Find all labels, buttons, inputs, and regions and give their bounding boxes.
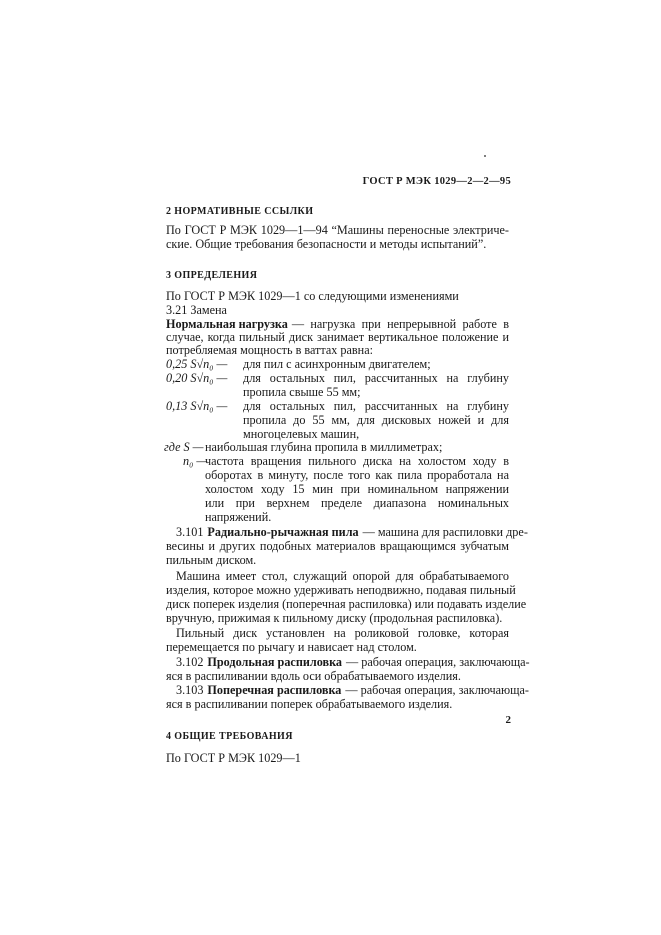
para-3101-number: 3.101	[176, 525, 204, 539]
formula-1-text: для пил с асинхронным двигателем;	[243, 357, 431, 371]
para-3101-line-1	[176, 525, 528, 539]
formula-3-text-3: многоцелевых машин,	[243, 427, 360, 441]
para-3103-term: Поперечная распиловка	[207, 683, 342, 697]
subsection-3-21: 3.21 Замена	[166, 303, 227, 317]
section-4-heading: 4 ОБЩИЕ ТРЕБОВАНИЯ	[166, 731, 293, 742]
where-n0-text-1: частота вращения пильного диска на холостом ходу в	[205, 454, 509, 468]
where-s-text: наибольшая глубина пропила в миллиметрах;	[205, 440, 443, 454]
machine-line-1: Машина имеет стол, служащий опорой для обрабатываемого	[176, 569, 509, 583]
para-3102-term: Продольная распиловка	[207, 655, 343, 669]
definition-term: Нормальная нагрузка	[166, 317, 288, 331]
para-3101-term: Радиально-рычажная пила	[207, 525, 359, 539]
formula-2-text-2: пропила свыше 55 мм;	[243, 385, 361, 399]
section-2-line-2: ские. Общие требования безопасности и методы испытаний”.	[166, 237, 487, 251]
where-s-label: где S —	[164, 440, 204, 454]
section-2-heading: 2 НОРМАТИВНЫЕ ССЫЛКИ	[166, 206, 314, 217]
formula-3-label: 0,13 S√n₀ —	[166, 399, 228, 413]
para-3101-line-3: пильным диском.	[166, 553, 257, 567]
definition-line-3: потребляемая мощность в ваттах равна:	[166, 343, 373, 357]
page-header: ГОСТ Р МЭК 1029—2—2—95	[362, 176, 511, 187]
para-3102-number: 3.102	[176, 655, 204, 669]
section-3-heading: 3 ОПРЕДЕЛЕНИЯ	[166, 270, 258, 281]
where-n0-text-3: холостом ходу 15 мин при номинальном напряжении	[205, 482, 509, 496]
where-n0-text-2: оборотах в минуту, после того как пила проработала на	[205, 468, 509, 482]
speck-mark	[484, 155, 486, 157]
section-4-line: По ГОСТ Р МЭК 1029—1	[166, 751, 301, 765]
para-3101-line-2: весины и других подобных материалов вращающимся зубчатым	[166, 539, 509, 553]
page-number: 2	[505, 714, 511, 726]
machine-line-4: вручную, прижимая к пильному диску (продольная распиловка).	[166, 611, 503, 625]
machine-line-3: диск поперек изделия (поперечная распиловка) или подавать изделие	[166, 597, 527, 611]
formula-2-label: 0,20 S√n₀ —	[166, 371, 228, 385]
para-3102-line-2: яся в распиливании вдоль оси обрабатываемого изделия.	[166, 669, 461, 683]
machine-line-2: изделия, которое можно удерживать неподвижно, подавая пильный	[166, 583, 516, 597]
formula-3-text-2: пропила до 55 мм, для дисковых ножей и для	[243, 413, 509, 427]
where-n0-label: n₀ —	[183, 454, 208, 468]
disk-line-1: Пильный диск установлен на роликовой головке, которая	[176, 626, 509, 640]
formula-1-label: 0,25 S√n₀ —	[166, 357, 228, 371]
section-2-line-1: По ГОСТ Р МЭК 1029—1—94 “Машины переносные электриче-	[166, 223, 509, 237]
para-3103-text-1: — рабочая операция, заключающа-	[345, 683, 529, 697]
where-n0-text-5: напряжений.	[205, 510, 272, 524]
para-3102-line-1	[176, 655, 530, 669]
formula-3-text-1: для остальных пил, рассчитанных на глубину	[243, 399, 509, 413]
formula-2-text-1: для остальных пил, рассчитанных на глубину	[243, 371, 509, 385]
where-n0-text-4: или при верхнем пределе диапазона номинальных	[205, 496, 509, 510]
para-3102-text-1: — рабочая операция, заключающа-	[346, 655, 530, 669]
para-3101-text-1: — машина для распиловки дре-	[362, 525, 528, 539]
para-3103-line-2: яся в распиливании поперек обрабатываемого изделия.	[166, 697, 453, 711]
para-3103-number: 3.103	[176, 683, 204, 697]
disk-line-2: перемещается по рычагу и нависает над столом.	[166, 640, 417, 654]
para-3103-line-1	[176, 683, 529, 697]
definition-line-2: случае, когда пильный диск занимает вертикальное положение и	[166, 330, 509, 344]
section-3-intro: По ГОСТ Р МЭК 1029—1 со следующими изменениями	[166, 289, 459, 303]
definition-text-1: — нагрузка при непрерывной работе в	[291, 317, 509, 331]
